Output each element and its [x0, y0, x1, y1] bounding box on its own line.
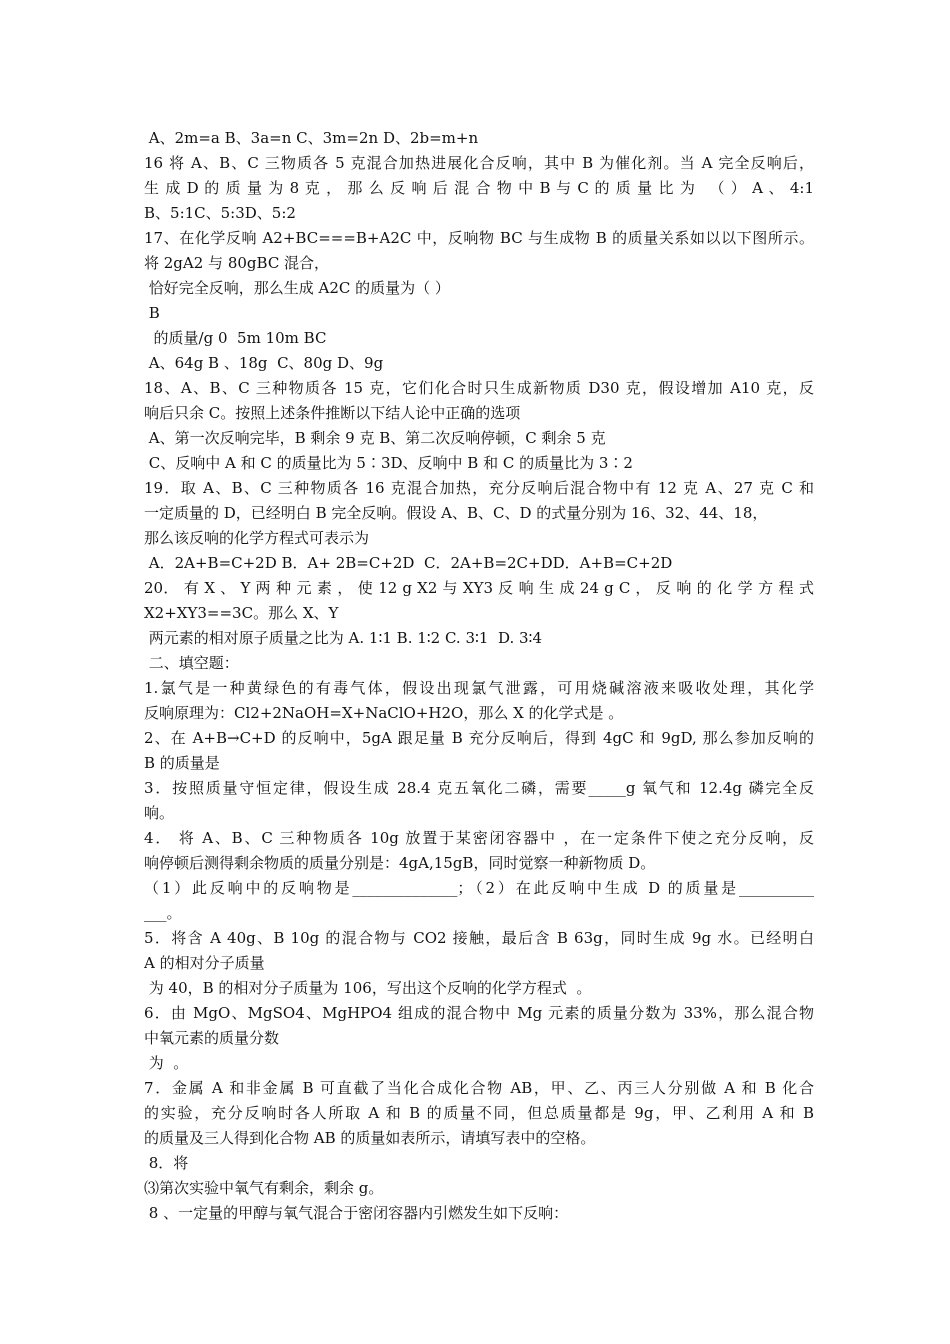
text-line: 响。	[144, 804, 175, 822]
text-line: 5．将含 A 40g、B 10g 的混合物与 CO2 接触，最后含 B 63g，同时生成 9g 水。已经明白	[144, 929, 814, 947]
text-line: A、64g B 、18g C、80g D、9g	[144, 354, 384, 372]
text-line: 反响原理为：Cl2+2NaOH=X+NaClO+H2O，那么 X 的化学式是 。	[144, 704, 624, 722]
document-page	[144, 126, 814, 1226]
text-line: 3．按照质量守恒定律，假设生成 28.4 克五氧化二磷，需要_____g 氧气和 12.4g 磷完全反	[144, 779, 814, 797]
text-line: （1）此反响中的反响物是______________；（2）在此反响中生成 D 的质量是__________	[144, 879, 814, 897]
text-line: 2、在 A+B→C+D 的反响中，5gA 跟足量 B 充分反响后，得到 4gC 和 9gD, 那么参加反响的	[144, 729, 814, 747]
text-line: 为 40，B 的相对分子质量为 106，写出这个反响的化学方程式 。	[144, 979, 592, 997]
text-line: ___。	[144, 904, 182, 922]
text-line: 7．金属 A 和非金属 B 可直截了当化合成化合物 AB，甲、乙、丙三人分别做 A 和 B 化合	[144, 1079, 814, 1097]
text-line: 一定质量的 D，已经明白 B 完全反响。假设 A、B、C、D 的式量分别为 16、32、44、18，	[144, 504, 768, 522]
text-line: 的质量及三人得到化合物 AB 的质量如表所示，请填写表中的空格。	[144, 1129, 596, 1147]
text-line: 二、填空题：	[144, 654, 239, 672]
text-line: B	[144, 304, 160, 322]
text-line: 18、A、B、C 三种物质各 15 克，它们化合时只生成新物质 D30 克，假设增加 A10 克，反	[144, 379, 814, 397]
text-line: 19．取 A、B、C 三种物质各 16 克混合加热，充分反响后混合物中有 12 克 A、27 克 C 和	[144, 479, 814, 497]
text-line: 恰好完全反响，那么生成 A2C 的质量为（ ）	[144, 279, 450, 297]
text-line: 6．由 MgO、MgSO4、MgHPO4 组成的混合物中 Mg 元素的质量分数为 33%，那么混合物	[144, 1004, 814, 1022]
text-line: 响停顿后测得剩余物质的质量分别是：4gA,15gB，同时觉察一种新物质 D。	[144, 854, 656, 872]
text-line: 20． 有 X 、 Y 两 种 元 素 ， 使 12 g X2 与 XY3 反 响 生 成 24 g C ， 反 响 的 化 学 方 程 式	[144, 579, 814, 597]
text-line: B、5:1C、5:3D、5:2	[144, 204, 296, 222]
text-line: B 的质量是	[144, 754, 220, 772]
text-line: 响后只余 C。按照上述条件推断以下结人论中正确的选项	[144, 404, 521, 422]
text-line: 那么该反响的化学方程式可表示为	[144, 529, 370, 547]
text-line: 两元素的相对原子质量之比为 A. 1∶1 B. 1∶2 C. 3∶1 D. 3∶4	[144, 629, 543, 647]
text-line: 1.氯气是一种黄绿色的有毒气体，假设出现氯气泄露，可用烧碱溶液来吸收处理，其化学	[144, 679, 814, 697]
text-line: 16 将 A、B、C 三物质各 5 克混合加热进展化合反响，其中 B 为催化剂。当 A 完全反响后，	[144, 154, 814, 172]
text-line: A 的相对分子质量	[144, 954, 265, 972]
text-line: 将 2gA2 与 80gBC 混合，	[144, 254, 330, 272]
text-line: 为 。	[144, 1054, 189, 1072]
text-line: 8 、一定量的甲醇与氧气混合于密闭容器内引燃发生如下反响：	[144, 1204, 569, 1222]
text-line: 17、在化学反响 A2+BC===B+A2C 中，反响物 BC 与生成物 B 的质量关系如以以下图所示。	[144, 229, 814, 247]
text-line: C、反响中 A 和 C 的质量比为 5∶3D、反响中 B 和 C 的质量比为 3∶2	[144, 454, 633, 472]
text-line: 的实验，充分反响时各人所取 A 和 B 的质量不同，但总质量都是 9g，甲、乙利用 A 和 B	[144, 1104, 814, 1122]
text-line: 生 成 D 的 质 量 为 8 克 ， 那 么 反 响 后 混 合 物 中 B 与 C 的 质 量 比 为 （ ） A 、 4:1	[144, 179, 814, 197]
text-line: 的质量/g 0 5m 10m BC	[144, 329, 327, 347]
text-line: 中氧元素的质量分数	[144, 1029, 280, 1047]
text-line: X2+XY3==3C。那么 X、Y	[144, 604, 339, 622]
text-line: A、第一次反响完毕，B 剩余 9 克 B、第二次反响停顿，C 剩余 5 克	[144, 429, 606, 447]
text-line: 4． 将 A、B、C 三种物质各 10g 放置于某密闭容器中 ，在一定条件下使之充分反响，反	[144, 829, 814, 847]
text-line: ⑶第次实验中氧气有剩余，剩余 g。	[144, 1179, 384, 1197]
text-line: 8．将	[144, 1154, 189, 1172]
text-line: A．2A+B=C+2D B．A+ 2B=C+2D C．2A+B=2C+DD．A+B=C+2D	[144, 554, 673, 572]
text-line: A、2m=a B、3a=n C、3m=2n D、2b=m+n	[144, 129, 479, 147]
